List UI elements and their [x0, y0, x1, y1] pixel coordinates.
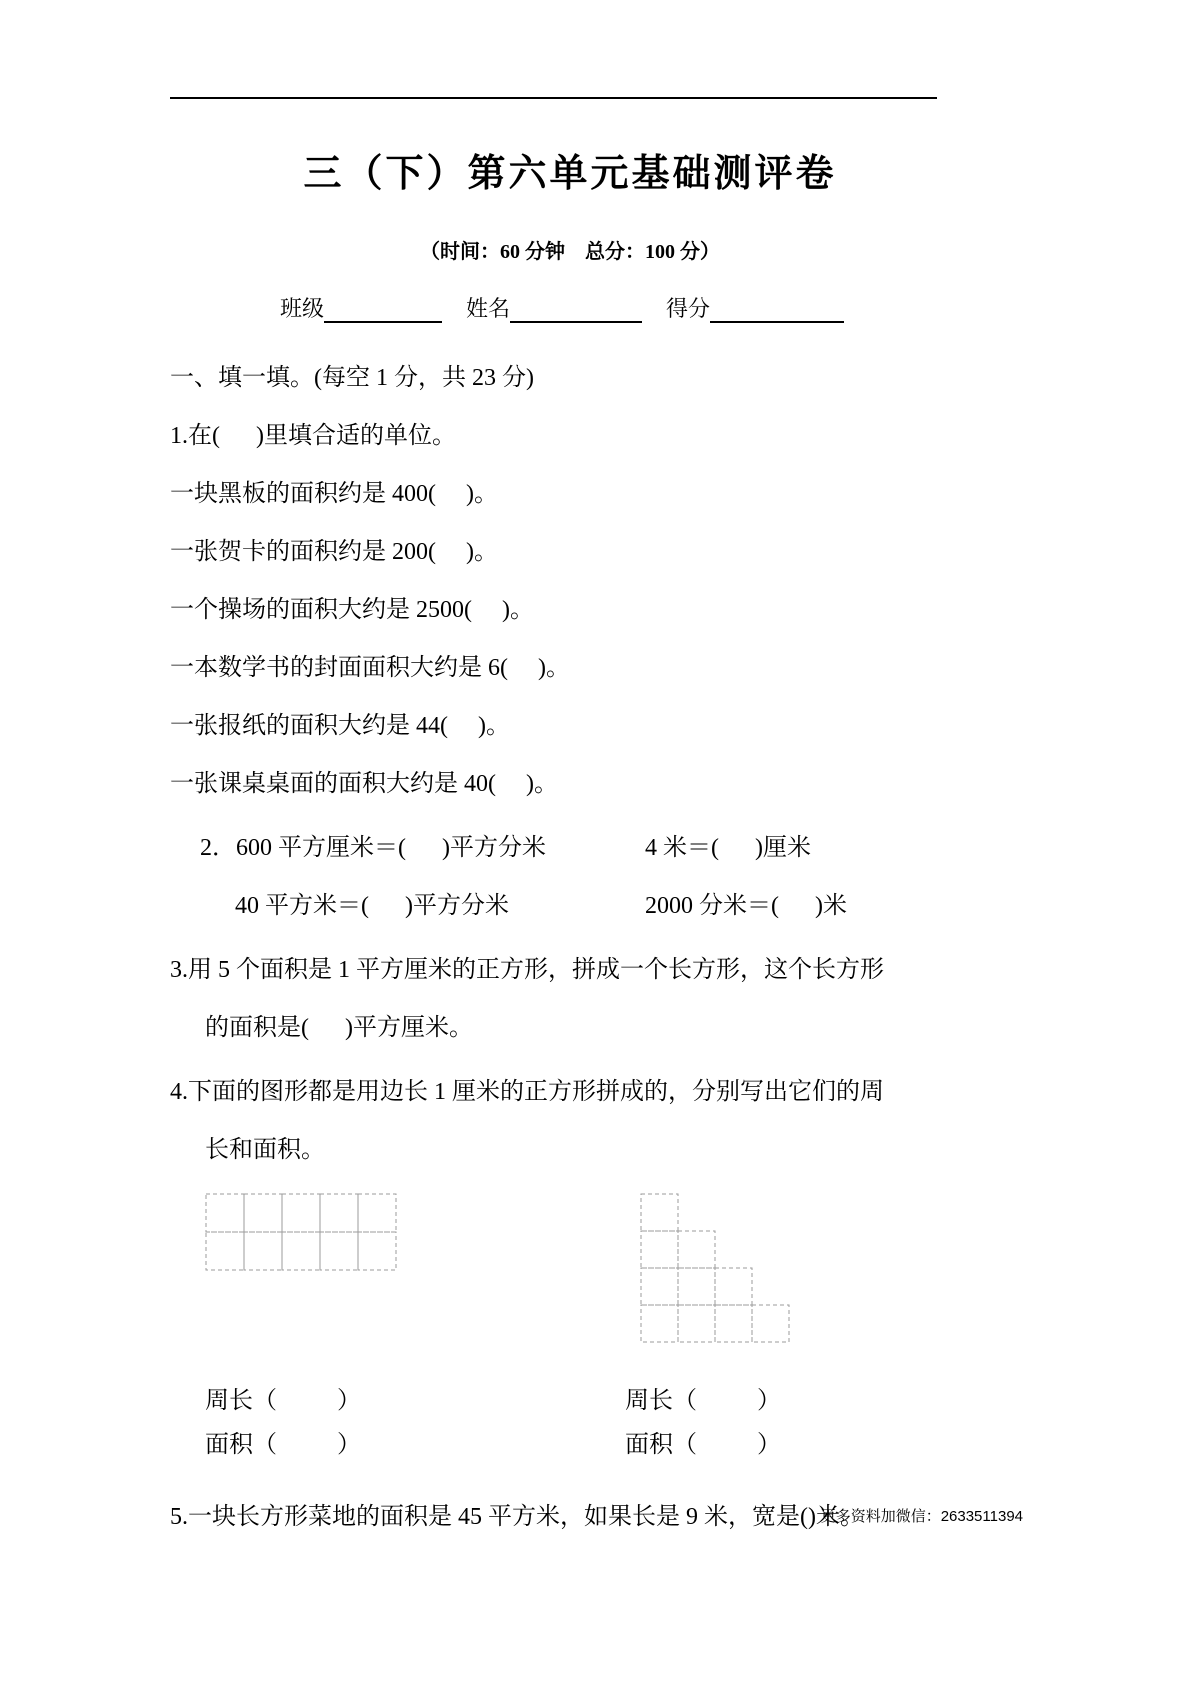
q1-item-blackboard: 一块黑板的面积约是 400( )。: [170, 481, 498, 507]
q2-item-2: 4 米＝( )厘米: [645, 835, 811, 861]
q4-line-1: 4.下面的图形都是用边长 1 厘米的正方形拼成的，分别写出它们的周: [170, 1079, 884, 1105]
q2-item-4: 2000 分米＝( )米: [645, 893, 847, 919]
q1-item-desk: 一张课桌桌面的面积大约是 40( )。: [170, 771, 558, 797]
grid-figure-rectangle: [205, 1193, 397, 1276]
section1-heading: 一、填一填。(每空 1 分，共 23 分): [170, 365, 534, 391]
q2-row-1: [170, 835, 970, 861]
name-blank-line: [510, 299, 642, 323]
paper-content: [170, 120, 970, 1530]
class-label: 班级: [280, 296, 325, 321]
q2-item-3: 40 平方米＝( )平方分米: [235, 893, 509, 919]
name-label: 姓名: [466, 296, 511, 321]
q1-item-newspaper: 一张报纸的面积大约是 44( )。: [170, 713, 510, 739]
class-blank-line: [324, 299, 442, 323]
page-title: 三（下）第六单元基础测评卷: [303, 153, 837, 195]
q3-line-2: 的面积是( )平方厘米。: [205, 1015, 473, 1041]
q2-row-2: [170, 893, 970, 919]
watermark-footer: 更多资料加微信：2633511394: [820, 1508, 1023, 1525]
score-blank-line: [710, 299, 844, 323]
header-fields: [170, 292, 970, 323]
q4-area-row: [170, 1432, 970, 1458]
q4-left-area: 面积（ ）: [205, 1432, 361, 1458]
q4-figures: [170, 1193, 970, 1348]
q1-item-mathbook: 一本数学书的封面面积大约是 6( )。: [170, 655, 570, 681]
name-field: [466, 292, 642, 323]
q5-text: 5.一块长方形菜地的面积是 45 平方米，如果长是 9 米，宽是()米。: [170, 1504, 864, 1530]
score-label: 得分: [666, 296, 711, 321]
q2-item-1: 2．600 平方厘米＝( )平方分米: [200, 835, 546, 861]
q4-right-area: 面积（ ）: [625, 1432, 781, 1458]
top-rule-divider: [170, 97, 937, 99]
q1-item-card: 一张贺卡的面积约是 200( )。: [170, 539, 498, 565]
class-field: [280, 292, 442, 323]
grid-figure-staircase: [640, 1193, 790, 1348]
q4-perimeter-row: [170, 1388, 970, 1414]
score-field: [666, 292, 844, 323]
q4-line-2: 长和面积。: [205, 1137, 325, 1163]
q1-item-playground: 一个操场的面积大约是 2500( )。: [170, 597, 534, 623]
paper-subtitle: （时间：60 分钟 总分：100 分）: [420, 241, 720, 263]
q4-right-perimeter: 周长（ ）: [625, 1388, 781, 1414]
q4-left-perimeter: 周长（ ）: [205, 1388, 361, 1414]
q1-intro: 1.在( )里填合适的单位。: [170, 423, 456, 449]
q3-line-1: 3.用 5 个面积是 1 平方厘米的正方形，拼成一个长方形，这个长方形: [170, 957, 884, 983]
